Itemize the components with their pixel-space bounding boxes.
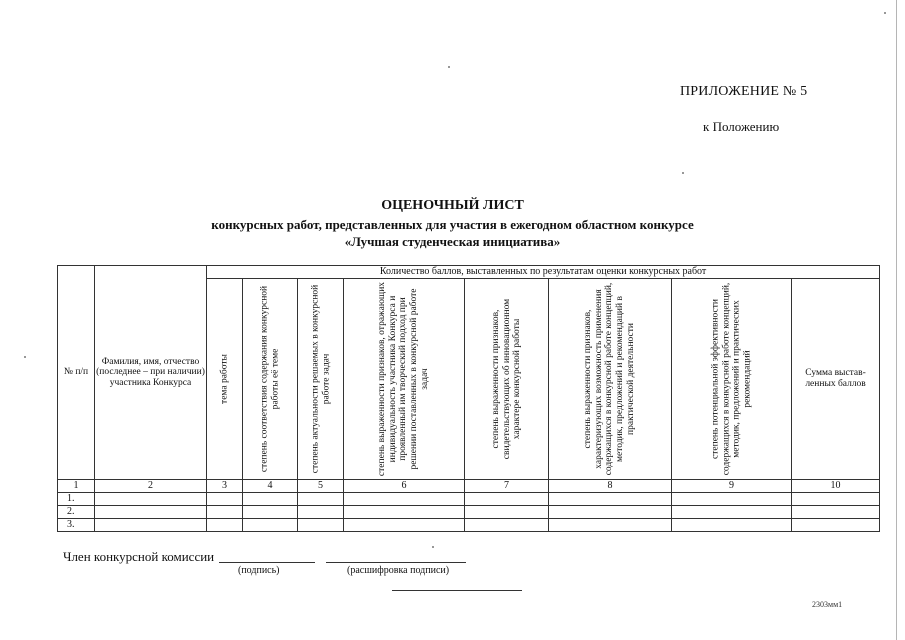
row-number: 2. — [58, 506, 95, 519]
table-cell — [344, 493, 465, 506]
table-cell — [549, 506, 672, 519]
table-cell — [672, 493, 792, 506]
table-cell — [344, 506, 465, 519]
column-number: 2 — [95, 480, 207, 493]
header-participant-name: Фамилия, имя, отчество (последнее – при наличии) участника Конкурса — [95, 266, 207, 480]
table-cell — [672, 506, 792, 519]
header-number: № п/п — [58, 266, 95, 480]
commission-member-label: Член конкурсной комиссии — [63, 549, 215, 564]
table-cell — [465, 519, 549, 532]
header-criterion-relevance-to-topic — [243, 279, 298, 480]
table-row — [58, 506, 880, 519]
scan-speck — [448, 66, 450, 68]
criterion-label: степень выраженности признаков, характеризующих возможность применения содержащихся в конкурсной работе концепций, методик, предложений и рекомендаций в практической деятельности — [583, 282, 637, 476]
criterion-label: степень актуальности решаемых в конкурсной работе задач — [309, 284, 331, 474]
table-row — [58, 493, 880, 506]
table-cell — [344, 519, 465, 532]
row-number: 3. — [58, 519, 95, 532]
page-edge-line — [896, 0, 897, 640]
table-cell — [792, 519, 880, 532]
table-cell — [207, 506, 243, 519]
name-decode-line — [326, 562, 466, 563]
column-number: 5 — [298, 480, 344, 493]
table-row — [58, 519, 880, 532]
criterion-label: степень выраженности признаков, отражающих индивидуальность участника Конкурса и проявленный им творческий подход при решении поставленных в конкурсной работе задач — [377, 281, 431, 477]
header-criterion-individuality — [344, 279, 465, 480]
table-cell — [95, 519, 207, 532]
contest-name: «Лучшая студенческая инициатива» — [344, 234, 561, 249]
table-cell — [549, 519, 672, 532]
evaluation-table — [57, 265, 880, 532]
table-cell — [298, 493, 344, 506]
header-criterion-actuality — [298, 279, 344, 480]
document-code: 2303мм1 — [812, 600, 843, 609]
table-cell — [207, 493, 243, 506]
column-number: 9 — [672, 480, 792, 493]
header-criterion-topic — [207, 279, 243, 480]
header-criterion-innovation — [465, 279, 549, 480]
column-number: 4 — [243, 480, 298, 493]
footer-line — [392, 590, 522, 591]
header-criterion-efficiency — [672, 279, 792, 480]
criterion-label: степень выраженности признаков, свидетельствующих об инновационном характере конкурсной работы — [490, 298, 522, 460]
document-title: ОЦЕНОЧНЫЙ ЛИСТ — [381, 198, 524, 213]
table-cell — [243, 506, 298, 519]
appendix-subtitle: к Положению — [703, 119, 780, 134]
header-criterion-applicability — [549, 279, 672, 480]
column-number: 3 — [207, 480, 243, 493]
column-number-row — [58, 480, 880, 493]
table-cell — [792, 493, 880, 506]
table-cell — [465, 506, 549, 519]
criterion-label: степень потенциальной эффективности содержащихся в конкурсной работе концепций, методик, предложений и практических рекомендаций — [710, 282, 753, 476]
column-number: 7 — [465, 480, 549, 493]
signature-line — [219, 562, 315, 563]
scan-speck — [432, 546, 434, 548]
header-total-score: Сумма выстав-ленных баллов — [792, 279, 880, 480]
decode-caption: (расшифровка подписи) — [347, 565, 450, 576]
table-cell — [298, 506, 344, 519]
criterion-label: степень соответствия содержания конкурсной работы её теме — [259, 285, 280, 473]
scan-speck — [682, 172, 684, 174]
row-number: 1. — [58, 493, 95, 506]
header-score-group: Количество баллов, выставленных по результатам оценки конкурсных работ — [207, 266, 880, 279]
table-cell — [792, 506, 880, 519]
column-number: 10 — [792, 480, 880, 493]
document-subtitle: конкурсных работ, представленных для участия в ежегодном областном конкурсе — [211, 217, 694, 232]
column-number: 8 — [549, 480, 672, 493]
table-cell — [672, 519, 792, 532]
table-cell — [243, 493, 298, 506]
table-cell — [465, 493, 549, 506]
table-cell — [207, 519, 243, 532]
column-number: 6 — [344, 480, 465, 493]
table-cell — [95, 493, 207, 506]
table-cell — [549, 493, 672, 506]
table-cell — [95, 506, 207, 519]
scan-speck — [24, 356, 26, 358]
column-number: 1 — [58, 480, 95, 493]
table-cell — [298, 519, 344, 532]
table-cell — [243, 519, 298, 532]
scan-speck — [884, 12, 886, 14]
criterion-label: тема работы — [219, 354, 230, 404]
signature-caption: (подпись) — [238, 565, 280, 576]
appendix-number: ПРИЛОЖЕНИЕ № 5 — [680, 84, 808, 99]
